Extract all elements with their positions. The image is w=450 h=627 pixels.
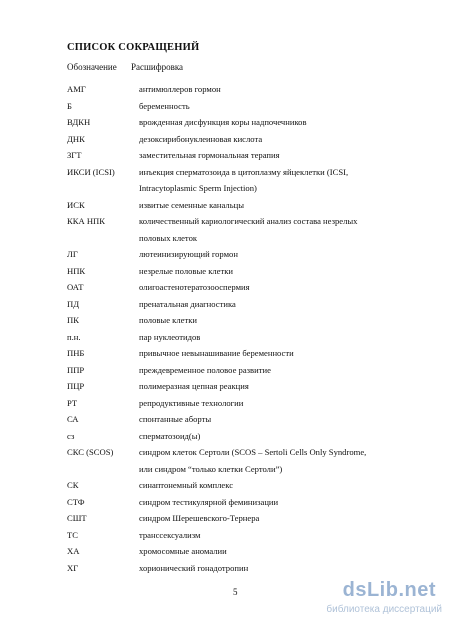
list-item [0, 378, 450, 395]
list-item [0, 147, 450, 164]
list-item [0, 543, 450, 560]
description-line: олигоастенотератозооспермия [139, 282, 250, 292]
description [139, 411, 424, 428]
description-line: половые клетки [139, 315, 197, 325]
abbreviation: СК [67, 480, 79, 490]
watermark-logo: dsLib.net [342, 579, 436, 601]
description-line: заместительная гормональная терапия [139, 150, 280, 160]
list-item [0, 510, 450, 527]
abbreviation: ИКСИ (ICSI) [67, 166, 115, 177]
description-line: синаптонемный комплекс [139, 480, 234, 490]
list-item [0, 81, 450, 98]
list-item [0, 477, 450, 494]
description-line: пар нуклеотидов [139, 331, 201, 342]
list-item [0, 428, 450, 445]
description-line: транссексуализм [139, 529, 201, 540]
description-line: полимеразная цепная реакция [139, 381, 249, 391]
description [139, 98, 424, 115]
abbreviation: ККА НПК [67, 216, 105, 226]
list-item [0, 131, 450, 148]
description-line: или синдром “только клетки Сертоли”) [139, 463, 283, 474]
description [139, 560, 424, 577]
abbreviation: СА [67, 414, 79, 424]
abbreviation: РТ [67, 397, 78, 408]
description-line: инъекция сперматозоида в цитоплазму яйцеклетки (ICSI, [139, 166, 349, 177]
list-item [0, 263, 450, 280]
list-item [0, 98, 450, 115]
description [139, 543, 424, 560]
description-line: спонтанные аборты [139, 414, 212, 424]
description [139, 494, 424, 511]
description-line: синдром клеток Сертоли (SCOS – Sertoli Cells Only Syndrome, [139, 447, 367, 457]
description-line: незрелые половые клетки [139, 265, 234, 276]
description [139, 246, 424, 263]
list-item [0, 395, 450, 412]
description [139, 164, 424, 197]
abbreviation: ЗГТ [67, 150, 82, 160]
description [139, 395, 424, 412]
description [139, 131, 424, 148]
list-item [0, 279, 450, 296]
description-line: лютеинизирующий гормон [139, 249, 238, 259]
description [139, 329, 424, 346]
description [139, 81, 424, 98]
watermark-subtitle: библиотека диссертаций [326, 604, 442, 615]
list-item [0, 560, 450, 577]
description-line: хорионический гонадотропин [139, 562, 249, 573]
description-line: извитые семенные канальцы [139, 199, 244, 210]
abbreviation: НПК [67, 265, 86, 276]
list-item [0, 312, 450, 329]
description [139, 312, 424, 329]
abbreviation: ДНК [67, 133, 85, 144]
list-item [0, 444, 450, 477]
list-item [0, 164, 450, 197]
description [139, 527, 424, 544]
description-line: репродуктивные технологии [139, 397, 244, 408]
list-item [0, 345, 450, 362]
description-line: дезоксирибонуклеиновая кислота [139, 133, 263, 144]
description [139, 263, 424, 280]
description [139, 510, 424, 527]
description-line: хромосомные аномалии [139, 546, 227, 556]
abbreviation: ПЦР [67, 381, 85, 391]
list-item [0, 494, 450, 511]
description [139, 345, 424, 362]
description [139, 378, 424, 395]
abbreviation: ТС [67, 529, 78, 540]
description [139, 197, 424, 214]
abbreviation: ИСК [67, 199, 85, 210]
abbreviation: ХА [67, 546, 80, 556]
description [139, 428, 424, 445]
list-item [0, 329, 450, 346]
abbreviation: ПК [67, 315, 79, 325]
description [139, 362, 424, 379]
list-item [0, 527, 450, 544]
column-header-description: Расшифровка [131, 62, 184, 72]
description [139, 147, 424, 164]
description [139, 477, 424, 494]
abbreviation: СШТ [67, 513, 87, 523]
abbreviation: ПНБ [67, 348, 85, 358]
description-line: пренатальная диагностика [139, 298, 236, 309]
list-item [0, 411, 450, 428]
list-item [0, 213, 450, 246]
description-line: привычное невынашивание беременности [139, 348, 294, 358]
page-title: СПИСОК СОКРАЩЕНИЙ [67, 42, 200, 53]
abbreviation: ВДКН [67, 117, 91, 127]
abbreviation: СТФ [67, 496, 85, 507]
abbreviation: АМГ [67, 84, 86, 94]
column-header-abbreviation: Обозначение [67, 62, 117, 72]
abbreviation: ХГ [67, 562, 79, 573]
description-line: преждевременное половое развитие [139, 364, 271, 375]
description-line: Intracytoplasmic Sperm Injection) [139, 183, 257, 193]
abbreviation: ЛГ [67, 249, 78, 259]
abbreviation: ППР [67, 364, 85, 375]
abbreviation: сз [67, 430, 75, 441]
list-item [0, 362, 450, 379]
description-line: половых клеток [139, 232, 198, 243]
abbreviation-list [0, 81, 450, 576]
abbreviation: ПД [67, 298, 80, 309]
description-line: сперматозоид(ы) [139, 430, 201, 441]
description-line: беременность [139, 100, 190, 111]
description [139, 296, 424, 313]
abbreviation: Б [67, 100, 72, 111]
description-line: количественный кариологический анализ состава незрелых [139, 216, 358, 226]
description [139, 114, 424, 131]
abbreviation: п.н. [67, 331, 81, 342]
description [139, 213, 424, 246]
watermark [314, 579, 442, 619]
list-item [0, 197, 450, 214]
description [139, 444, 424, 477]
description-line: синдром Шерешевского-Тернера [139, 513, 260, 523]
description-line: врожденная дисфункция коры надпочечников [139, 117, 307, 127]
list-item [0, 296, 450, 313]
description-line: синдром тестикулярной феминизации [139, 496, 279, 507]
abbreviation: ОАТ [67, 282, 84, 292]
list-item [0, 114, 450, 131]
abbreviation: СКС (SCOS) [67, 447, 114, 457]
list-item [0, 246, 450, 263]
page-number: 5 [233, 587, 238, 597]
description-line: антимюллеров гормон [139, 84, 221, 94]
description [139, 279, 424, 296]
